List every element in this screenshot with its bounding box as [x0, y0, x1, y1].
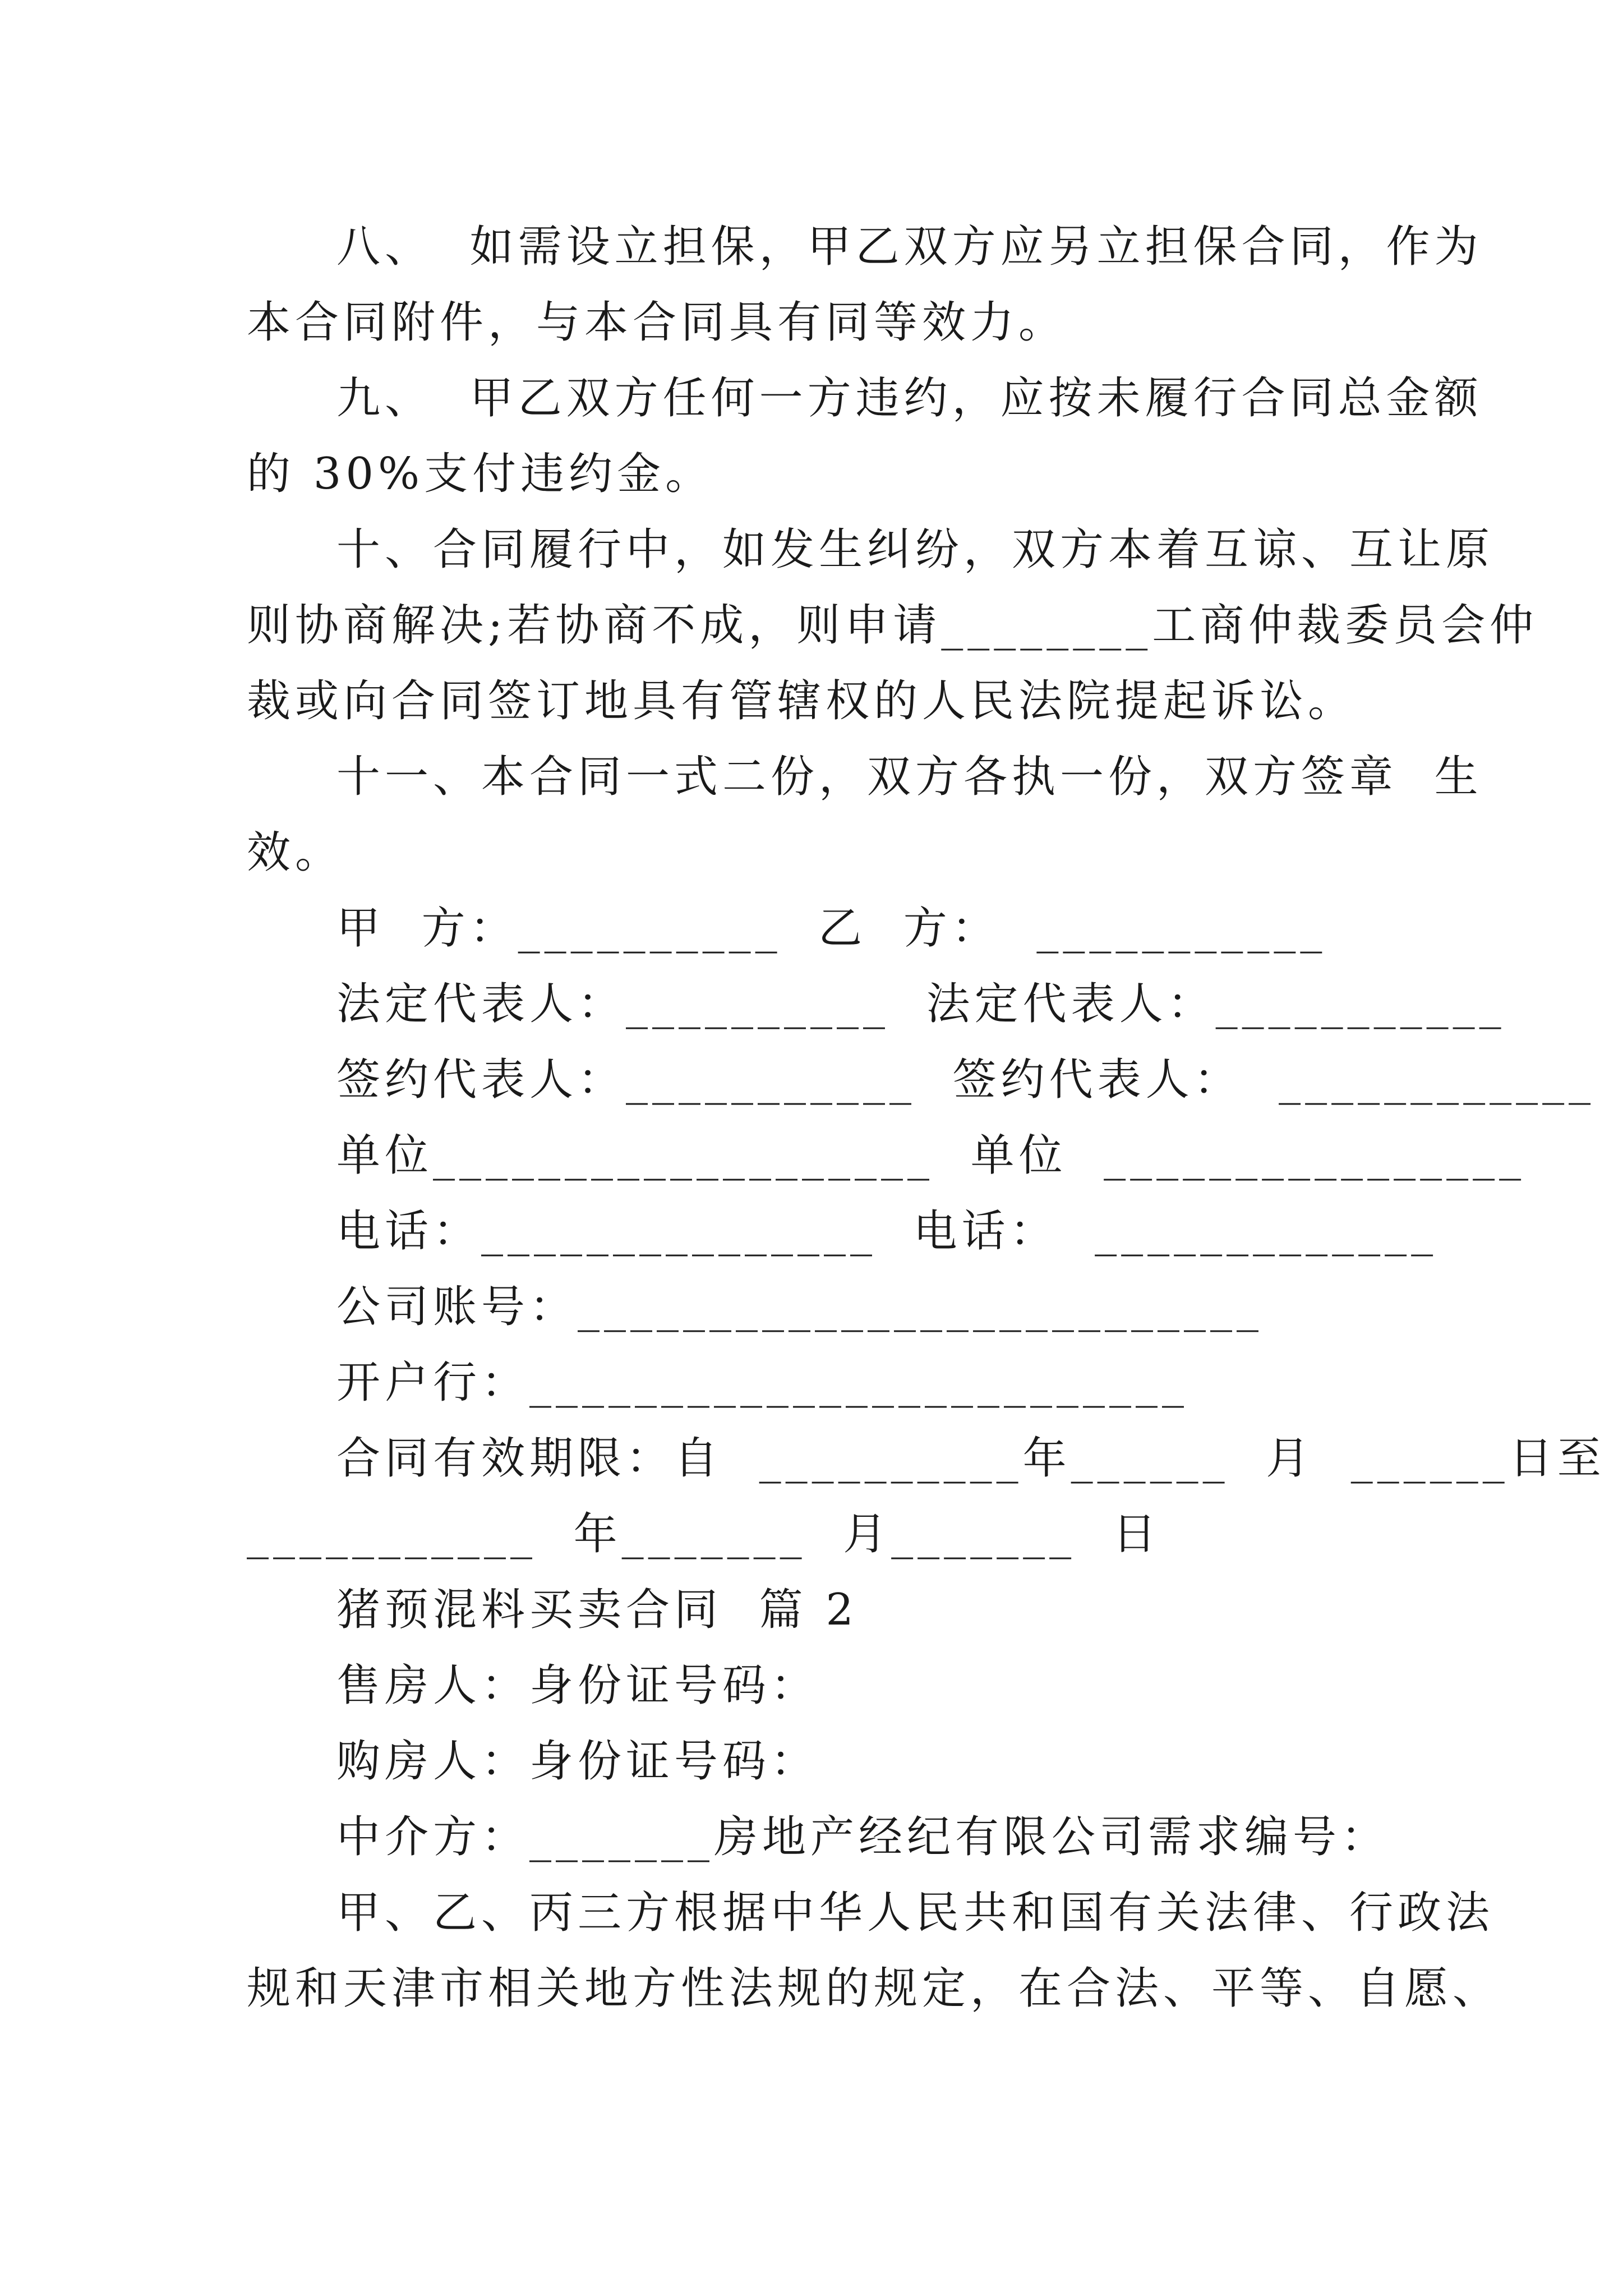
validity-period-line-1: 合同有效期限：自 __________年______ 月 ______日至: [336, 1433, 1606, 1484]
company-account-line: 公司账号：__________________________: [336, 1282, 1264, 1332]
buyer-line: 购房人：身份证号码：: [336, 1736, 819, 1787]
paragraph-8-line-2: 本合同附件，与本合同具有同等效力。: [247, 297, 1067, 348]
unit-line: 单位___________________ 单位 ________________: [336, 1130, 1526, 1181]
legal-representative-line: 法定代表人：__________ 法定代表人：___________: [336, 979, 1506, 1029]
preamble-line-1: 甲、乙、丙三方根据中华人民共和国有关法律、行政法: [336, 1888, 1495, 1938]
paragraph-8-line-1: 八、 如需设立担保，甲乙双方应另立担保合同，作为: [336, 222, 1483, 272]
paragraph-10-line-1: 十、合同履行中，如发生纠纷，双方本着互谅、互让原: [336, 524, 1495, 575]
paragraph-10-line-2: 则协商解决;若协商不成，则申请________工商仲裁委员会仲: [247, 600, 1538, 651]
preamble-line-2: 规和天津市相关地方性法规的规定，在合法、平等、自愿、: [247, 1963, 1501, 2014]
bank-line: 开户行：_________________________: [336, 1358, 1189, 1408]
party-names-line: 甲 方：__________ 乙 方： ___________: [336, 903, 1327, 954]
seller-line: 售房人：身份证号码：: [336, 1660, 819, 1711]
paragraph-11-line-1: 十一、本合同一式二份，双方各执一份，双方签章 生: [336, 752, 1483, 802]
paragraph-9-line-2: 的 30%支付违约金。: [247, 449, 714, 499]
agent-line: 中介方：_______房地产经纪有限公司需求编号：: [336, 1812, 1390, 1862]
phone-line: 电话：_______________ 电话： _____________: [336, 1206, 1438, 1257]
paragraph-9-line-1: 九、 甲乙双方任何一方违约，应按未履行合同总金额: [336, 373, 1483, 424]
section-heading: 猪预混料买卖合同 篇 2: [336, 1585, 859, 1635]
paragraph-10-line-3: 裁或向合同签订地具有管辖权的人民法院提起诉讼。: [247, 676, 1357, 726]
paragraph-11-line-2: 效。: [247, 827, 344, 878]
validity-period-line-2: ___________ 年_______ 月_______ 日: [247, 1509, 1161, 1559]
signing-representative-line: 签约代表人：___________ 签约代表人： ____________: [336, 1055, 1596, 1105]
